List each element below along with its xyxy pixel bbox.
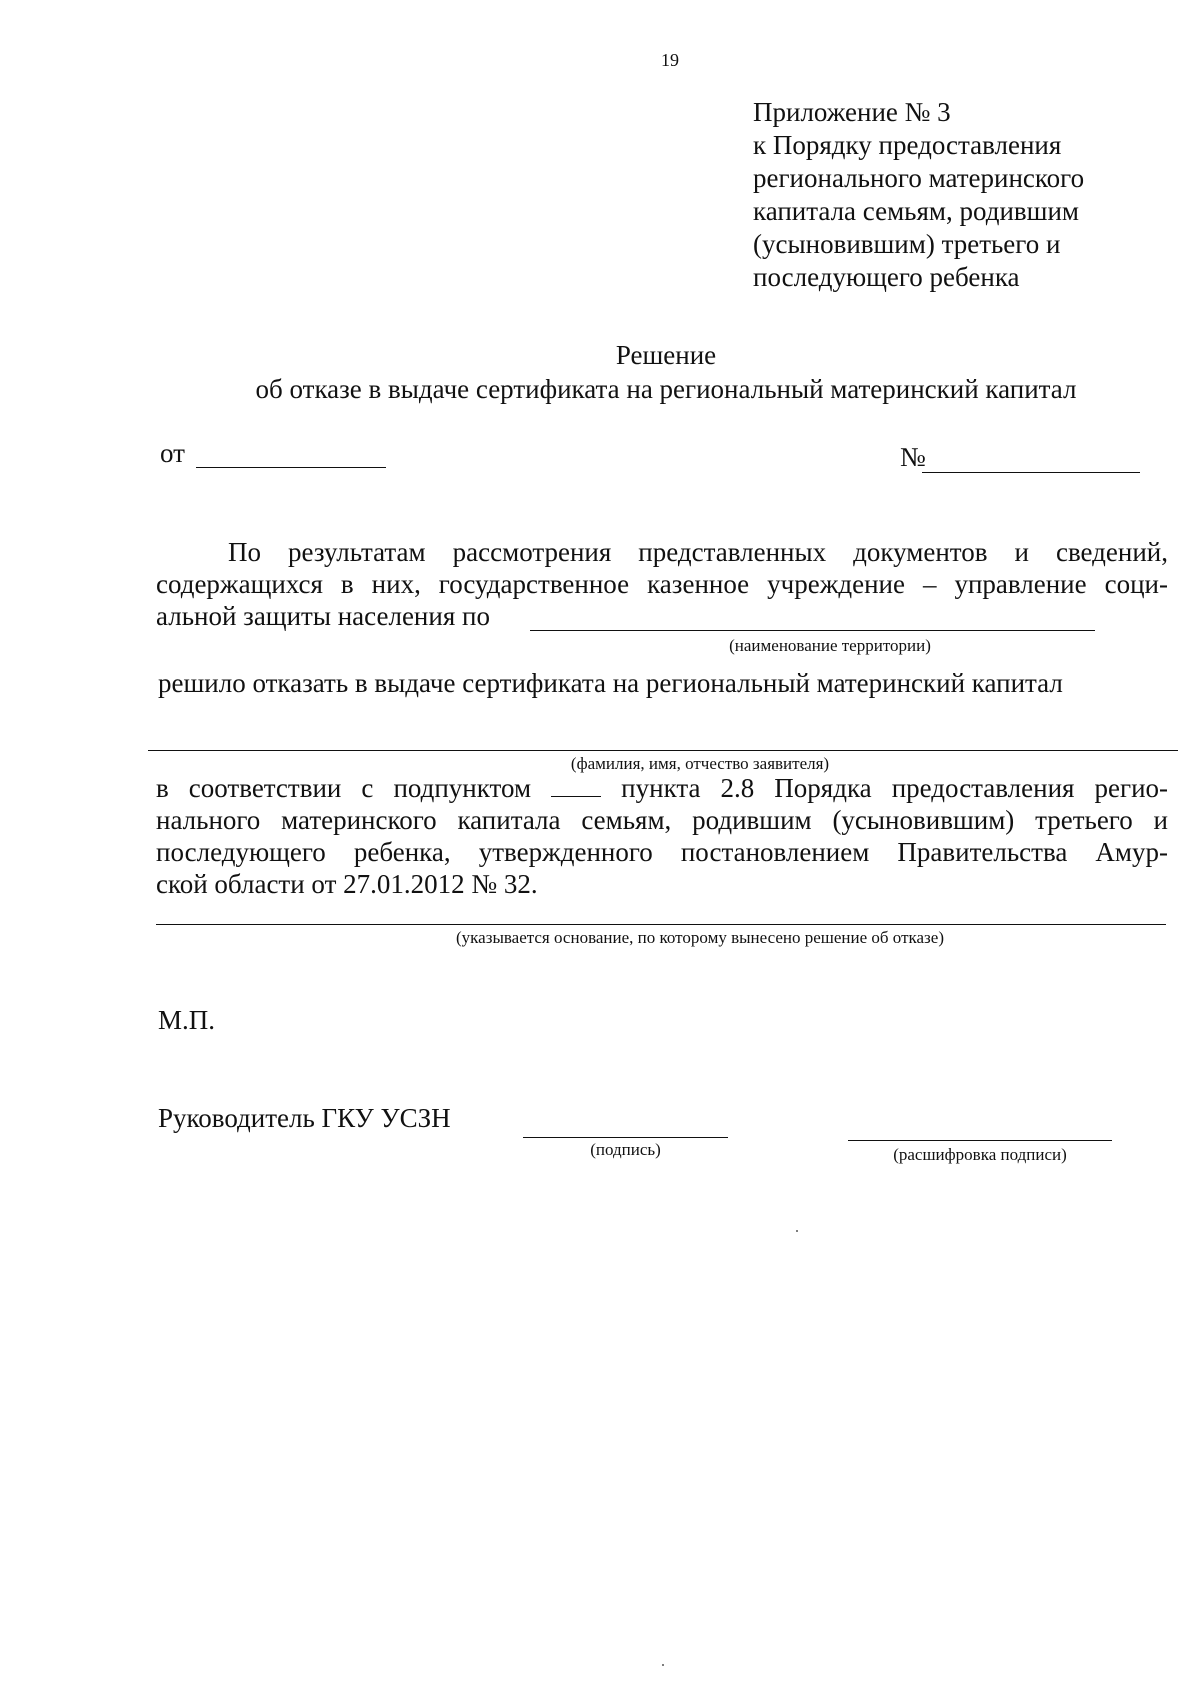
basis-field-line[interactable] — [156, 924, 1166, 925]
territory-field-line[interactable] — [530, 630, 1095, 631]
appendix-line: к Порядку предоставления — [753, 130, 1062, 160]
appendix-header — [753, 96, 1084, 294]
appendix-line: капитала семьям, родившим — [753, 196, 1079, 226]
number-label: № — [900, 442, 926, 472]
paragraph-fragment: в соответствии с подпунктом — [156, 773, 532, 803]
paragraph-line: По результатам рассмотрения представленных документов и сведений, — [228, 537, 1168, 567]
signatory-position: Руководитель ГКУ УСЗН — [158, 1103, 451, 1133]
appendix-line: регионального материнского — [753, 163, 1085, 193]
subparagraph-field-line[interactable] — [551, 776, 601, 797]
paragraph-basis — [156, 772, 1168, 900]
decision-title: Решение — [615, 340, 717, 370]
date-field-line[interactable] — [196, 467, 386, 468]
appendix-line: (усыновившим) третьего и — [753, 229, 1061, 259]
refusal-text: решило отказать в выдаче сертификата на региональный материнский капитал — [158, 668, 1063, 698]
scan-speck — [796, 1230, 798, 1232]
appendix-line: Приложение № 3 — [753, 97, 951, 127]
seal-placeholder: М.П. — [158, 1005, 216, 1035]
from-label: от — [160, 438, 185, 468]
paragraph-fragment: пункта 2.8 Порядка предоставления регио- — [621, 773, 1169, 803]
paragraph-line: альной защиты населения по — [156, 601, 490, 631]
basis-caption: (указывается основание, по которому вынесено решение об отказе) — [456, 928, 944, 947]
signature-caption: (подпись) — [590, 1140, 661, 1159]
paragraph-line — [156, 772, 1168, 804]
decision-subtitle: об отказе в выдаче сертификата на региональный материнский капитал — [255, 374, 1077, 404]
signature-field-line[interactable] — [523, 1137, 728, 1138]
signature-decode-caption: (расшифровка подписи) — [893, 1145, 1067, 1164]
paragraph-line: последующего ребенка, утвержденного постановлением Правительства Амур- — [156, 837, 1168, 867]
territory-caption: (наименование территории) — [729, 636, 931, 655]
appendix-line: последующего ребенка — [753, 262, 1020, 292]
applicant-caption: (фамилия, имя, отчество заявителя) — [570, 754, 830, 773]
applicant-field-line[interactable] — [148, 750, 1178, 751]
number-field-line[interactable] — [922, 472, 1140, 473]
paragraph-line: нального материнского капитала семьям, родившим (усыновившим) третьего и — [156, 805, 1168, 835]
signature-decode-field-line[interactable] — [848, 1140, 1112, 1141]
paragraph-line: содержащихся в них, государственное казенное учреждение – управление соци- — [156, 569, 1168, 599]
paragraph-line: ской области от 27.01.2012 № 32. — [156, 869, 538, 899]
page-number: 19 — [661, 50, 679, 70]
scan-speck — [662, 1664, 664, 1666]
paragraph-results — [156, 536, 1168, 632]
